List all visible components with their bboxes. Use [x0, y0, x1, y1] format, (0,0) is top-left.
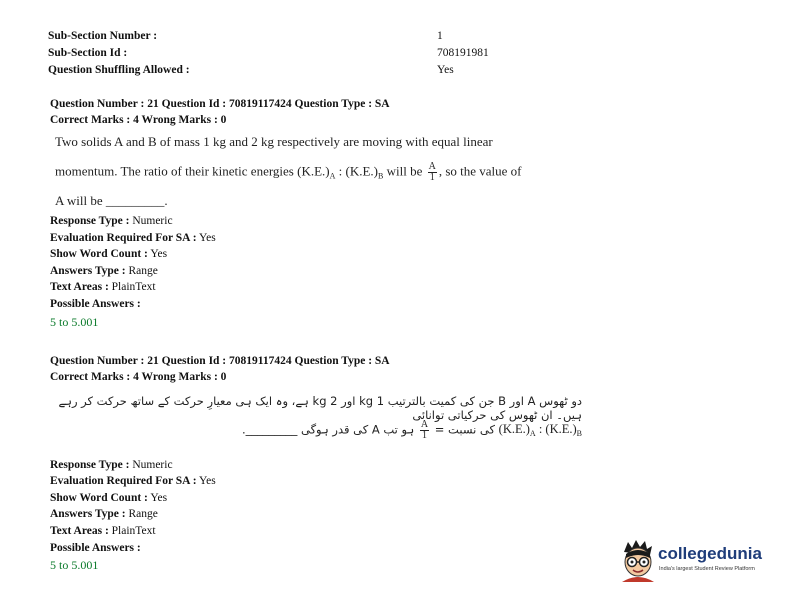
detail-text-areas	[50, 523, 156, 540]
detail-value: Yes	[147, 248, 168, 260]
possible-answer-value: 5 to 5.001	[50, 558, 99, 572]
detail-possible-answers	[50, 540, 141, 557]
logo-tagline: India's largest Student Review Platform	[659, 566, 755, 572]
fraction-a-over-1	[428, 162, 437, 183]
subscript-b: B	[378, 171, 384, 181]
detail-value: Numeric	[129, 459, 173, 471]
fraction-numerator: A	[420, 419, 429, 430]
detail-value: Range	[125, 265, 158, 277]
detail-value: Range	[125, 508, 158, 520]
urdu-question-line-2	[242, 420, 582, 441]
detail-answers-type	[50, 506, 158, 523]
detail-show-word-count	[50, 246, 167, 263]
subscript-a: A	[529, 429, 536, 439]
subsection-number-value: 1	[437, 30, 443, 42]
urdu-question-line-1: دو ٹھوس A اور B جن کی کمیت بالترتیب 1 kg اور 2 kg ہے، وہ ایک ہی معیارِ حرکت کے ساتھ حرکت کر رہے ہیں۔ ان ٹھوس کی حرکیاتی توانائی	[58, 394, 582, 422]
detail-answers-type	[50, 263, 158, 280]
detail-label: Response Type :	[50, 459, 130, 471]
detail-label: Evaluation Required For SA :	[50, 232, 197, 244]
collegedunia-logo	[618, 538, 768, 582]
possible-answer-value: 5 to 5.001	[50, 315, 99, 329]
question-text-segment: : (K.E.)	[335, 163, 378, 179]
detail-label: Response Type :	[50, 215, 130, 227]
question-text-segment: , so the value of	[438, 163, 522, 179]
detail-label: Evaluation Required For SA :	[50, 475, 197, 487]
question-text-segment: : (K.E.)	[535, 422, 577, 437]
detail-value: Yes	[196, 475, 216, 487]
detail-evaluation-required	[50, 473, 216, 490]
question-text-segment: will be	[383, 163, 426, 179]
detail-value: PlainText	[108, 281, 156, 293]
detail-value: Yes	[196, 232, 216, 244]
question-shuffling-value: Yes	[437, 64, 454, 76]
mascot-face-icon	[618, 538, 658, 582]
subscript-a: A	[329, 171, 336, 181]
question-shuffling-label: Question Shuffling Allowed :	[48, 64, 190, 76]
detail-label: Text Areas :	[50, 281, 109, 293]
question-text-line-1: Two solids A and B of mass 1 kg and 2 kg respectively are moving with equal linear	[55, 134, 493, 149]
question-text-segment: (K.E.)	[498, 422, 530, 437]
detail-label: Show Word Count :	[50, 492, 148, 504]
fraction-numerator: A	[428, 161, 436, 172]
question-meta-line: Question Number : 21 Question Id : 70819117424 Question Type : SA	[50, 355, 390, 367]
detail-label: Answers Type :	[50, 265, 126, 277]
subsection-id-value: 708191981	[437, 47, 489, 59]
detail-response-type	[50, 457, 173, 474]
detail-response-type	[50, 213, 173, 230]
subsection-number-label: Sub-Section Number :	[48, 30, 158, 42]
question-text-segment: momentum. The ratio of their kinetic energies (K.E.)	[55, 163, 330, 179]
detail-show-word-count	[50, 490, 167, 507]
logo-wordmark: collegedunia	[658, 544, 762, 563]
subsection-id-label: Sub-Section Id :	[48, 47, 128, 59]
detail-value: Numeric	[129, 215, 173, 227]
detail-text-areas	[50, 279, 156, 296]
detail-evaluation-required	[50, 230, 216, 247]
fraction-denominator: 1	[429, 172, 435, 183]
ke-ratio	[498, 422, 582, 439]
question-text-segment: کی نسبت =	[431, 422, 499, 437]
detail-possible-answers	[50, 296, 141, 313]
correct-marks-line: Correct Marks : 4 Wrong Marks : 0	[50, 371, 227, 383]
question-text-segment: ہو تب A کی قدر ہوگی _________.	[241, 422, 418, 437]
detail-label: Possible Answers :	[50, 298, 141, 310]
detail-value: Yes	[147, 492, 168, 504]
correct-marks-line: Correct Marks : 4 Wrong Marks : 0	[50, 114, 227, 126]
question-text-line-3: A will be _________.	[55, 193, 168, 208]
detail-value: PlainText	[108, 525, 156, 537]
detail-label: Answers Type :	[50, 508, 126, 520]
fraction-a-over-1	[420, 420, 429, 441]
detail-label: Show Word Count :	[50, 248, 148, 260]
question-meta-line: Question Number : 21 Question Id : 70819117424 Question Type : SA	[50, 98, 390, 110]
detail-label: Possible Answers :	[50, 542, 141, 554]
subscript-b: B	[576, 429, 582, 439]
fraction-denominator: 1	[421, 430, 427, 441]
question-text-line-2	[55, 162, 522, 184]
detail-label: Text Areas :	[50, 525, 109, 537]
